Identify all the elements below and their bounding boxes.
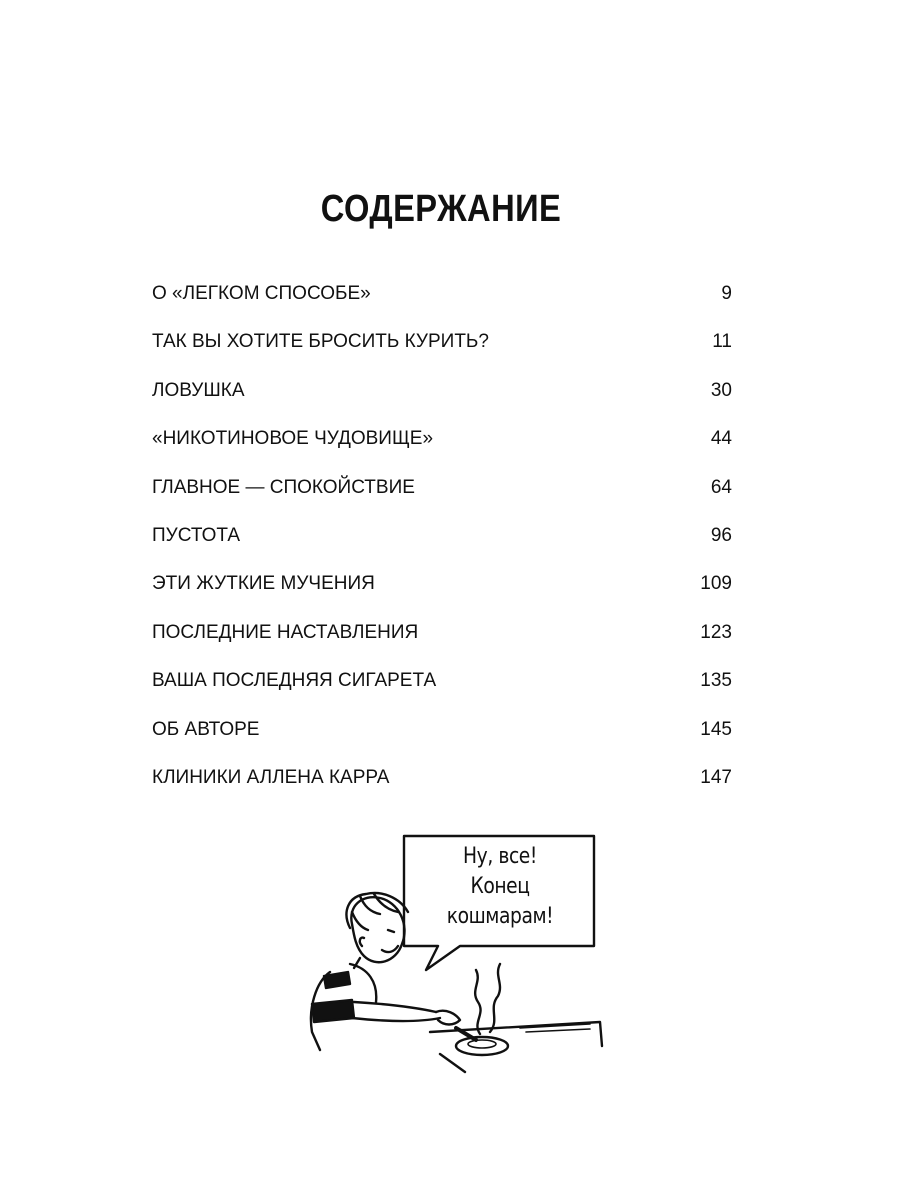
- toc-entry-title: О «ЛЕГКОМ СПОСОБЕ»: [152, 283, 371, 304]
- page-title: СОДЕРЖАНИЕ: [320, 188, 562, 230]
- toc-entry: [152, 377, 732, 425]
- toc-entry-page: 9: [721, 283, 732, 304]
- toc-entry-page: 145: [700, 718, 732, 740]
- toc-entry-title: ГЛАВНОЕ — СПОКОЙСТВИЕ: [152, 476, 415, 498]
- toc-entry-page: 123: [700, 621, 732, 643]
- toc-entry-title: «НИКОТИНОВОЕ ЧУДОВИЩЕ»: [152, 428, 434, 450]
- toc-entry: [152, 474, 732, 522]
- toc-entry-title: ЭТИ ЖУТКИЕ МУЧЕНИЯ: [152, 573, 375, 595]
- toc-entry: [152, 716, 732, 764]
- toc-entry-page: 11: [712, 331, 732, 353]
- speech-text-line: Ну, все!: [463, 844, 537, 869]
- toc-entry-page: 135: [700, 670, 732, 692]
- ear-stroke: [360, 938, 364, 946]
- toc-entry-title: ТАК ВЫ ХОТИТЕ БРОСИТЬ КУРИТЬ?: [152, 331, 489, 353]
- toc-entry: [152, 667, 732, 715]
- toc-entry-page: 64: [710, 476, 732, 498]
- toc-entry: [152, 328, 732, 376]
- speech-text-line: Конец: [470, 874, 530, 899]
- mouth-stroke: [382, 946, 398, 952]
- toc-entry-title: ПОСЛЕДНИЕ НАСТАВЛЕНИЯ: [152, 621, 419, 643]
- hair-strokes: [347, 893, 408, 930]
- cartoon-illustration: [290, 832, 610, 1077]
- toc-entry-title: ЛОВУШКА: [152, 379, 245, 401]
- sleeve-stripe-2: [324, 972, 350, 988]
- toc-entry: [152, 522, 732, 570]
- toc-entry-page: 44: [710, 428, 732, 450]
- arm-outline: [352, 1002, 440, 1021]
- toc-entry-page: 147: [700, 766, 732, 788]
- toc-entry-title: КЛИНИКИ АЛЛЕНА КАРРА: [152, 766, 390, 788]
- toc-entry: [152, 425, 732, 473]
- speech-text-line: кошмарам!: [446, 904, 554, 929]
- toc-entry-title: ОБ АВТОРЕ: [152, 718, 260, 740]
- table-of-contents: [152, 280, 732, 812]
- toc-entry: [152, 570, 732, 618]
- sleeve-stripes: [312, 1000, 354, 1022]
- toc-entry: [152, 619, 732, 667]
- toc-entry-page: 30: [710, 379, 732, 401]
- toc-entry-page: 109: [700, 573, 732, 595]
- toc-entry: [152, 764, 732, 812]
- smoke-curls: [475, 964, 500, 1034]
- eye-stroke: [388, 930, 394, 932]
- toc-entry-page: 96: [710, 524, 732, 546]
- toc-entry-title: ПУСТОТА: [152, 524, 240, 546]
- ashtray-inner: [468, 1040, 496, 1048]
- toc-entry-title: ВАША ПОСЛЕДНЯЯ СИГАРЕТА: [152, 670, 437, 692]
- toc-entry: [152, 280, 732, 328]
- head-outline: [351, 897, 404, 962]
